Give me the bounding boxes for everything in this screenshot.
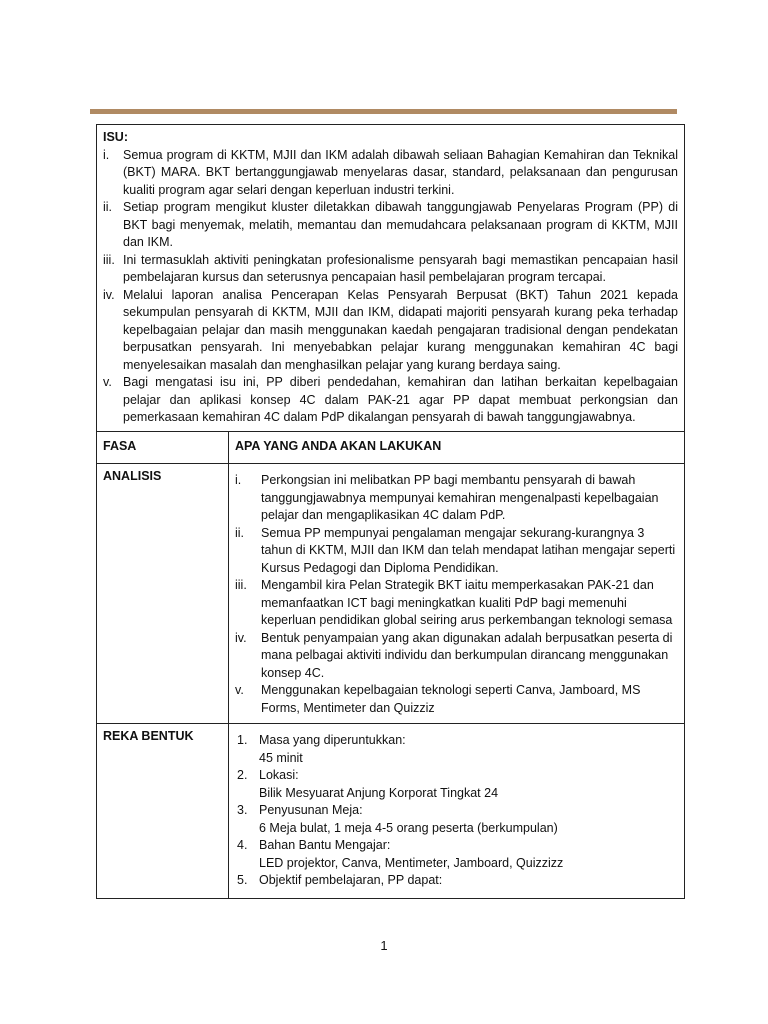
page-number: 1 — [380, 938, 388, 953]
analisis-item-text: Menggunakan kepelbagaian teknologi seperti Canva, Jamboard, MS Forms, Mentimeter dan Quizziz — [261, 683, 641, 715]
isu-row — [97, 125, 685, 432]
reka-bentuk-label: REKA BENTUK — [97, 724, 229, 899]
analisis-label: ANALISIS — [97, 464, 229, 724]
analisis-item-marker: iii. — [235, 578, 247, 592]
reka-bentuk-item — [235, 837, 678, 872]
analisis-item — [235, 682, 678, 717]
reka-bentuk-item-detail: Bilik Mesyuarat Anjung Korporat Tingkat 24 — [259, 785, 499, 800]
header-action: APA YANG ANDA AKAN LAKUKAN — [229, 431, 685, 464]
reka-bentuk-item-title: Masa yang diperuntukkan: — [259, 733, 406, 747]
analisis-item — [235, 472, 678, 525]
reka-bentuk-item — [235, 732, 678, 767]
reka-bentuk-content — [229, 724, 685, 899]
analisis-item-text: Semua PP mempunyai pengalaman mengajar sekurang-kurangnya 3 tahun di KKTM, MJII dan IKM dan telah mendapat latihan mengajar seperti Kursus Pedagogi dan Diploma Pendidikan. — [261, 525, 676, 575]
isu-item — [103, 252, 678, 287]
reka-bentuk-item-marker: 5. — [237, 873, 248, 887]
header-fasa: FASA — [97, 431, 229, 464]
header-rule — [90, 109, 677, 114]
analisis-item-marker: i. — [235, 473, 242, 487]
analisis-item — [235, 525, 678, 578]
reka-bentuk-item-marker: 2. — [237, 768, 248, 782]
analisis-item-text: Mengambil kira Pelan Strategik BKT iaitu memperkasakan PAK-21 dan memanfaatkan ICT bagi meningkatkan kualiti PdP bagi memenuhi keperluan pendidikan global seiring arus perkembangan teknologi semasa — [261, 578, 673, 627]
isu-item — [103, 374, 678, 427]
isu-item-marker: iii. — [103, 252, 115, 267]
isu-item — [103, 147, 678, 200]
reka-bentuk-item-title: Objektif pembelajaran, PP dapat: — [259, 873, 443, 887]
document-table — [96, 124, 685, 899]
reka-bentuk-item-title: Bahan Bantu Mengajar: — [259, 838, 391, 852]
isu-item-marker: v. — [103, 375, 112, 389]
isu-title: ISU: — [103, 130, 128, 144]
isu-list — [103, 147, 678, 427]
analisis-item-marker: v. — [235, 683, 244, 697]
isu-item-text: Bagi mengatasi isu ini, PP diberi pendedahan, kemahiran dan latihan berkaitan kepelbagaian pelajar dan aplikasi konsep 4C dalam PAK-21 agar PP dapat membuat perkongsian dan pemerkasaan kemahiran 4C dalam PdP dikalangan pensyarah di bawah tanggungjawabnya. — [123, 375, 678, 424]
reka-bentuk-item-detail: 6 Meja bulat, 1 meja 4-5 orang peserta (berkumpulan) — [259, 820, 558, 835]
reka-bentuk-item — [235, 767, 678, 802]
reka-bentuk-item-detail: LED projektor, Canva, Mentimeter, Jamboard, Quizzizz — [259, 855, 564, 870]
reka-bentuk-row — [97, 724, 685, 899]
isu-item-text: Setiap program mengikut kluster diletakkan dibawah tanggungjawab Penyelaras Program (PP) di BKT bagi menyemak, melatih, memantau dan memudahcara pelaksanaan program di KKTM, MJII dan IKM. — [123, 200, 678, 249]
isu-item-marker: iv. — [103, 287, 115, 302]
reka-bentuk-item-marker: 3. — [237, 803, 248, 817]
table-header-row — [97, 431, 685, 464]
isu-item-text: Ini termasuklah aktiviti peningkatan profesionalisme pensyarah bagi memastikan pencapaian hasil pembelajaran kursus dan seterusnya pencapaian hasil pembelajaran program tercapai. — [123, 252, 678, 284]
reka-bentuk-item-title: Penyusunan Meja: — [259, 803, 363, 817]
reka-bentuk-item — [235, 872, 678, 890]
isu-item-marker: i. — [103, 147, 110, 162]
isu-item-text: Semua program di KKTM, MJII dan IKM adalah dibawah seliaan Bahagian Kemahiran dan Teknikal (BKT) MARA. BKT bertanggungjawab menyelaras dasar, standard, pelaksanaan dan pengurusan kualiti program agar selari dengan keperluan industri terkini. — [123, 147, 678, 197]
reka-bentuk-item-detail: 45 minit — [259, 750, 303, 765]
analisis-item-text: Perkongsian ini melibatkan PP bagi membantu pensyarah di bawah tanggungjawabnya mempunyai kemahiran mengenalpasti kepelbagaian pelajar dan mengaplikasikan 4C dalam PdP. — [261, 473, 659, 522]
analisis-item-marker: ii. — [235, 525, 245, 540]
analisis-item-marker: iv. — [235, 630, 247, 645]
reka-bentuk-item-title: Lokasi: — [259, 768, 299, 782]
reka-bentuk-item — [235, 802, 678, 837]
analisis-content — [229, 464, 685, 724]
analisis-list — [235, 468, 678, 719]
isu-item-marker: ii. — [103, 200, 113, 214]
reka-bentuk-item-marker: 4. — [237, 838, 248, 852]
analisis-item — [235, 630, 678, 683]
isu-item — [103, 287, 678, 375]
isu-item-text: Melalui laporan analisa Pencerapan Kelas Pensyarah Berpusat (BKT) Tahun 2021 kepada sekumpulan pensyarah di KKTM, MJII dan IKM, didapati majoriti pensyarah kurang peka terhadap kepelbagaian pelajar dan masih menggunakan kaedah pengajaran tradisional dengan pendekatan berpusatkan pensyarah. Ini menyebabkan pelajar kurang menggunakan kemahiran 4C bagi menyelesaikan masalah dan menghasilkan pelajar yang kurang berdaya saing. — [123, 287, 678, 372]
analisis-row — [97, 464, 685, 724]
analisis-item-text: Bentuk penyampaian yang akan digunakan adalah berpusatkan peserta di mana pelbagai aktiviti individu dan berkumpulan dirancang menggunakan konsep 4C. — [261, 630, 673, 680]
reka-bentuk-list — [235, 728, 678, 894]
isu-cell — [97, 125, 685, 432]
analisis-item — [235, 577, 678, 630]
reka-bentuk-item-marker: 1. — [237, 733, 248, 747]
isu-item — [103, 199, 678, 252]
